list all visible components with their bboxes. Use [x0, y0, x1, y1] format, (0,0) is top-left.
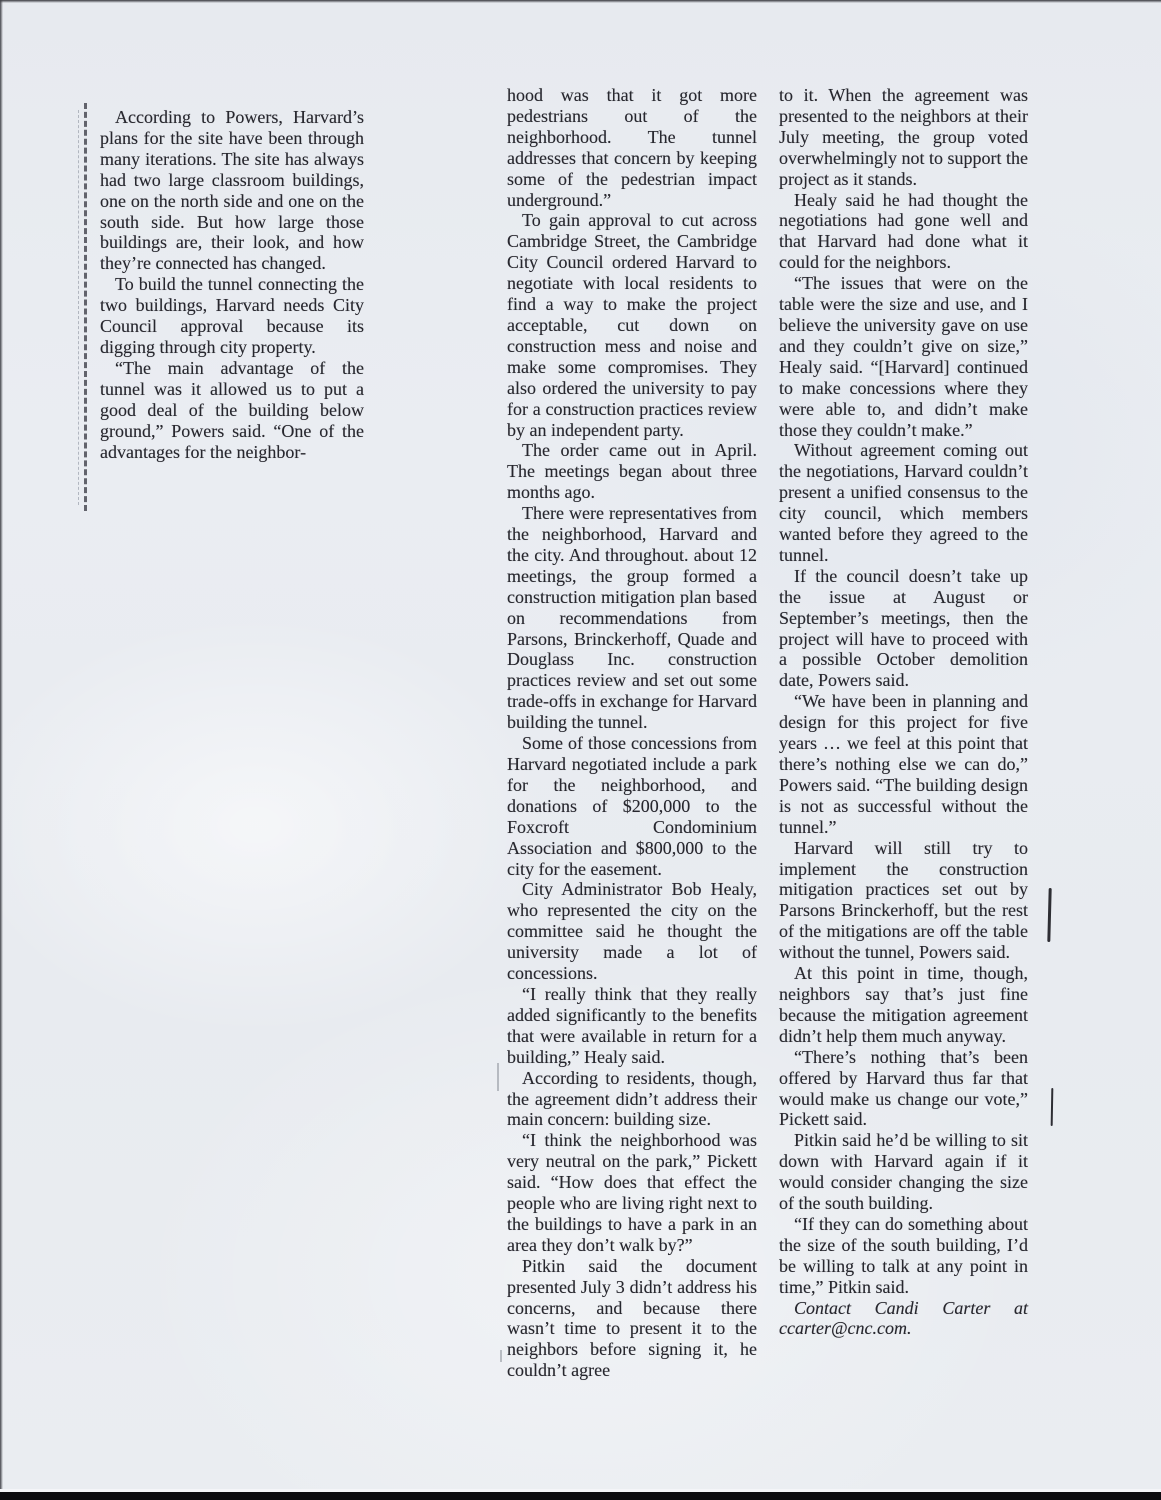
article-paragraph: Healy said he had thought the negotiations had gone well and that Harvard had done what it could for the neighbors. [779, 189, 1028, 273]
article-paragraph: According to Powers, Harvard’s plans for the site have been through many iterations. The site has always had two large classroom buildings, one on the north side and one on the south side. But how large those buildings are, their look, and how they’re connected has changed. [100, 107, 364, 274]
margin-pen-mark-1 [1047, 888, 1051, 942]
article-paragraph: “The main advantage of the tunnel was it allowed us to put a good deal of the building below ground,” Powers said. “One of the advantages for the neighbor- [100, 357, 364, 462]
scan-artifact-tick-2 [500, 1350, 502, 1362]
article-column-3 [779, 85, 1028, 1339]
clipping-dashed-edge [84, 103, 87, 511]
article-paragraph: According to residents, though, the agreement didn’t address their main concern: building size. [507, 1067, 757, 1130]
article-paragraph: Some of those concessions from Harvard negotiated include a park for the neighborhood, and donations of $200,000 to the Foxcroft Condominium Association and $800,000 to the city for the easement. [507, 733, 757, 879]
article-paragraph: “If they can do something about the size of the south building, I’d be willing to talk at any point in time,” Pitkin said. [779, 1213, 1028, 1297]
article-paragraph: Pitkin said he’d be willing to sit down with Harvard again if it would consider changing the size of the south building. [779, 1130, 1028, 1214]
article-paragraph: City Administrator Bob Healy, who represented the city on the committee said he thought the university made a lot of concessions. [507, 879, 757, 984]
article-paragraph: Without agreement coming out the negotiations, Harvard couldn’t present a unified consensus to the city council, which members wanted before they agreed to the tunnel. [779, 440, 1028, 565]
article-paragraph: At this point in time, though, neighbors say that’s just fine because the mitigation agreement didn’t help them much anyway. [779, 963, 1028, 1046]
margin-pen-mark-2 [1051, 1088, 1054, 1126]
article-column-1 [100, 107, 364, 462]
article-paragraph: “There’s nothing that’s been offered by Harvard thus far that would make us change our vote,” Pickett said. [779, 1046, 1028, 1130]
article-paragraph: To gain approval to cut across Cambridge Street, the Cambridge City Council ordered Harvard to negotiate with local residents to find a way to make the project acceptable, cut down on construction mess and noise and make some compromises. They also ordered the university to pay for a construction practices review by an independent party. [507, 210, 757, 440]
article-contact-line: Contact Candi Carter at ccarter@cnc.com. [779, 1297, 1028, 1339]
article-paragraph: There were representatives from the neighborhood, Harvard and the city. And throughout. about 12 meetings, the group formed a construction mitigation plan based on recommendations from Parsons, Brinckerhoff, Quade and Douglass Inc. construction practices review and set out some trade-offs in exchange for Harvard building the tunnel. [507, 503, 757, 733]
article-paragraph: To build the tunnel connecting the two buildings, Harvard needs City Council approval because its digging through city property. [100, 274, 364, 357]
article-column-2 [507, 85, 757, 1381]
article-paragraph: If the council doesn’t take up the issue at August or September’s meetings, then the project will have to proceed with a possible October demolition date, Powers said. [779, 565, 1028, 691]
scan-artifact-tick-1 [497, 1063, 499, 1091]
article-paragraph: “We have been in planning and design for this project for five years … we feel at this point that there’s nothing else we can do,” Powers said. “The building design is not as successful without the tunnel.” [779, 691, 1028, 837]
article-paragraph: “I really think that they really added significantly to the benefits that were available in return for a building,” Healy said. [507, 983, 757, 1067]
scan-edge-bottom [0, 1492, 1161, 1500]
article-paragraph: The order came out in April. The meetings began about three months ago. [507, 440, 757, 503]
article-paragraph: Pitkin said the document presented July 3 didn’t address his concerns, and because there wasn’t time to present it to the neighbors before signing it, he couldn’t agree [507, 1255, 757, 1381]
article-paragraph: “The issues that were on the table were the size and use, and I believe the university gave on use and they couldn’t give on size,” Healy said. “[Harvard] continued to make concessions where they were able to, and didn’t make those they couldn’t make.” [779, 273, 1028, 440]
article-paragraph: Harvard will still try to implement the construction mitigation practices set out by Parsons Brinckerhoff, but the rest of the mitigations are off the table without the tunnel, Powers said. [779, 837, 1028, 963]
article-paragraph: to it. When the agreement was presented to the neighbors at their July meeting, the group voted overwhelmingly not to support the project as it stands. [779, 85, 1028, 189]
article-paragraph: “I think the neighborhood was very neutral on the park,” Pickett said. “How does that effect the people who are living right next to the buildings to have a park in an area they don’t walk by?” [507, 1130, 757, 1255]
clipping-dashed-edge-faint [78, 110, 79, 505]
scan-edge-top [0, 0, 1161, 3]
scan-edge-left [0, 0, 3, 1500]
article-paragraph: hood was that it got more pedestrians out of the neighborhood. The tunnel addresses that concern by keeping some of the pedestrian impact underground.” [507, 85, 757, 210]
